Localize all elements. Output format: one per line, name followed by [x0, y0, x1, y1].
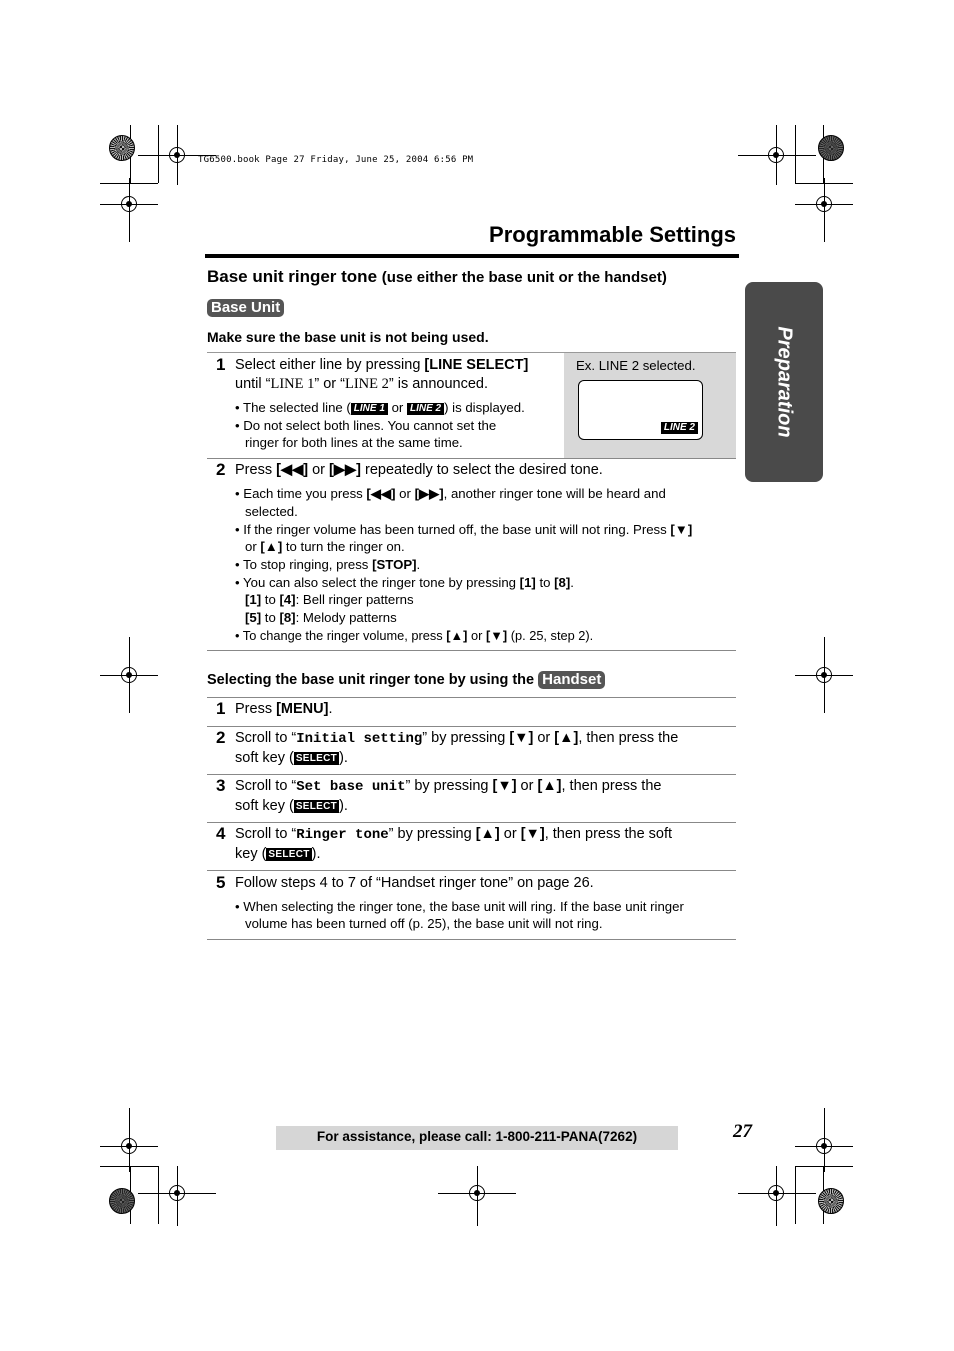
step2-melody-patterns: [5] to [8]: Melody patterns — [245, 610, 397, 625]
handset-heading: Selecting the base unit ringer tone by using the Handset — [207, 671, 605, 689]
section-heading: Base unit ringer tone (use either the base unit or the handset) — [207, 267, 667, 286]
step2-bell-patterns: [1] to [4]: Bell ringer patterns — [245, 592, 414, 607]
book-header-meta: TG6500.book Page 27 Friday, June 25, 2004 6:56 PM — [198, 155, 474, 165]
base-unit-badge: Base Unit — [207, 299, 284, 317]
select-softkey: SELECT — [295, 801, 338, 812]
side-tab-preparation: Preparation — [745, 282, 823, 482]
select-softkey: SELECT — [295, 753, 338, 764]
page-title: Programmable Settings — [489, 222, 736, 247]
handset-badge: Handset — [538, 671, 605, 689]
handset-step2-line1: Scroll to “Initial setting” by pressing [▼] or [▲], then press the — [235, 730, 679, 747]
assistance-bar: For assistance, please call: 1-800-211-PANA(7262) — [276, 1126, 678, 1150]
step-number: 1 — [216, 355, 226, 374]
step1-line1: Select either line by pressing [LINE SELECT] — [235, 357, 529, 373]
handset-step5-bullet-cont: volume has been turned off (p. 25), the base unit will not ring. — [245, 916, 603, 931]
step1-bullet2: • Do not select both lines. You cannot set the — [235, 418, 497, 433]
handset-step5-bullet: • When selecting the ringer tone, the base unit will ring. If the base unit ringer — [235, 899, 684, 914]
step1-bullet1: • The selected line ( LINE 1 or LINE 2 ) is displayed. — [235, 400, 525, 415]
handset-step3-line1: Scroll to “Set base unit” by pressing [▼] or [▲], then press the — [235, 778, 662, 795]
precondition-note: Make sure the base unit is not being used. — [207, 329, 489, 345]
line1-indicator: LINE 1 — [351, 403, 388, 415]
step2-bullet5: • To change the ringer volume, press [▲] or [▼] (p. 25, step 2). — [235, 628, 594, 643]
step2-bullet2: • If the ringer volume has been turned off, the base unit will not ring. Press [▼] — [235, 522, 693, 537]
handset-step4-line1: Scroll to “Ringer tone” by pressing [▲] or [▼], then press the soft — [235, 826, 673, 843]
page-number: 27 — [733, 1121, 752, 1142]
step-number: 5 — [216, 873, 226, 892]
line2-indicator: LINE 2 — [407, 403, 444, 415]
step2-bullet1-cont: selected. — [245, 504, 298, 519]
step-number: 2 — [216, 460, 226, 479]
step2-bullet3: • To stop ringing, press [STOP]. — [235, 557, 421, 572]
step1-bullet2-cont: ringer for both lines at the same time. — [245, 435, 463, 450]
step1-line2: until “LINE 1” or “LINE 2” is announced. — [235, 376, 489, 392]
step2-line1: Press [◀◀] or [▶▶] repeatedly to select the desired tone. — [235, 462, 603, 478]
step2-bullet4: • You can also select the ringer tone by pressing [1] to [8]. — [235, 575, 574, 590]
step-number: 1 — [216, 699, 226, 718]
handset-step2-line2: soft key ( SELECT ). — [235, 750, 348, 766]
lcd-display — [578, 380, 703, 440]
title-rule — [205, 254, 739, 258]
handset-step5: Follow steps 4 to 7 of “Handset ringer tone” on page 26. — [235, 875, 594, 891]
example-caption: Ex. LINE 2 selected. — [576, 358, 696, 373]
handset-step4-line2: key ( SELECT ). — [235, 846, 321, 862]
handset-step1: Press [MENU]. — [235, 701, 333, 717]
step-number: 4 — [216, 824, 226, 843]
handset-step3-line2: soft key ( SELECT ). — [235, 798, 348, 814]
step-number: 2 — [216, 728, 226, 747]
step2-bullet2-cont: or [▲] to turn the ringer on. — [245, 539, 405, 554]
select-softkey: SELECT — [268, 849, 310, 860]
lcd-line2-indicator: LINE 2 — [661, 422, 698, 434]
step2-bullet1: • Each time you press [◀◀] or [▶▶], another ringer tone will be heard and — [235, 486, 666, 501]
step-number: 3 — [216, 776, 226, 795]
